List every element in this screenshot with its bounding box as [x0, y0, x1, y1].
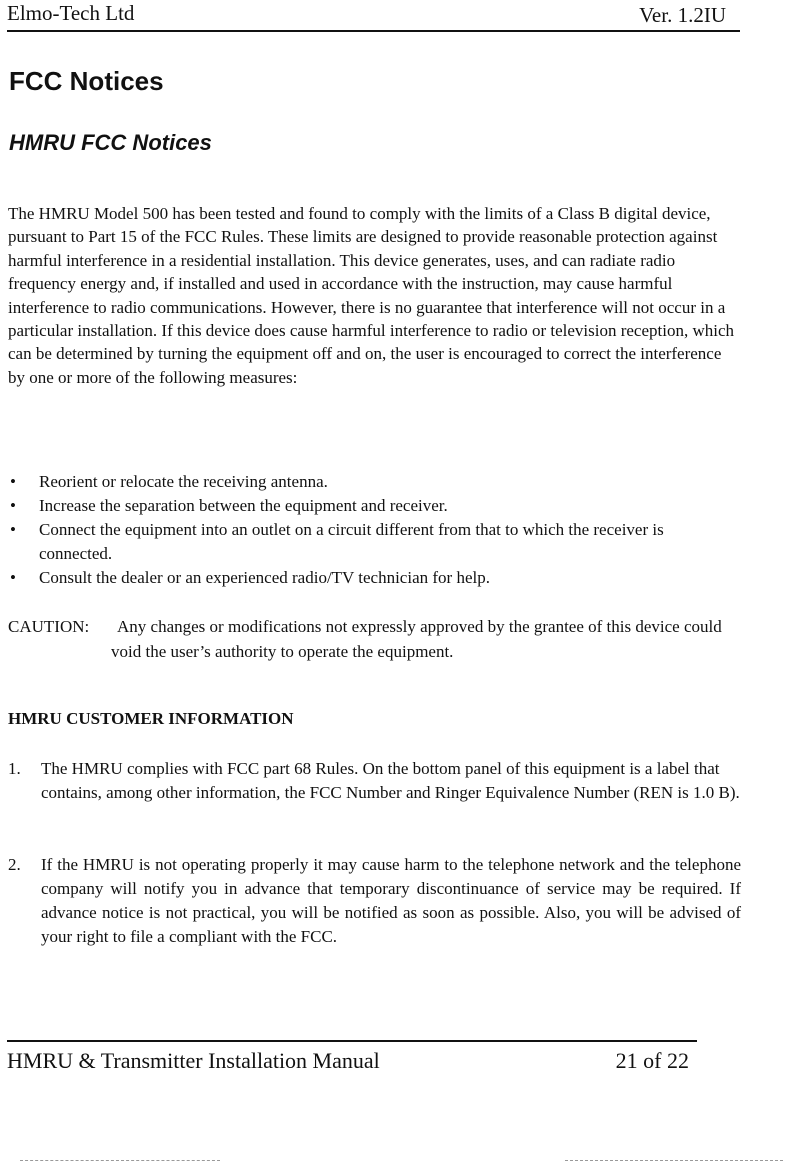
- list-item: [8, 470, 738, 494]
- item-text: If the HMRU is not operating properly it may cause harm to the telephone network and the telephone company will notify you in advance that temporary discontinuance of service may be required. If advance notice is not practical, you will be notified as soon as possible. Also, you will be advised of your right to file a compliant with the FCC.: [41, 855, 741, 946]
- version-label: Ver. 1.2IU: [639, 3, 726, 27]
- scan-artifact: [565, 1160, 783, 1163]
- caution-text: Any changes or modifications not expressly approved by the grantee of this device could void the user’s authority to operate the equipment.: [111, 617, 722, 661]
- page-header: [7, 0, 740, 32]
- scan-artifact: [20, 1160, 220, 1163]
- measure-text: Increase the separation between the equipment and receiver.: [39, 496, 448, 515]
- measure-text: Consult the dealer or an experienced radio/TV technician for help.: [39, 568, 490, 587]
- bullet-icon: •: [10, 472, 16, 491]
- manual-title: HMRU & Transmitter Installation Manual: [7, 1048, 380, 1073]
- measure-text: Reorient or relocate the receiving antenna.: [39, 472, 328, 491]
- list-item: [8, 518, 738, 566]
- measures-list: [8, 470, 738, 590]
- section-subtitle: HMRU FCC Notices: [9, 130, 212, 155]
- bullet-icon: •: [10, 520, 16, 539]
- measure-text: Connect the equipment into an outlet on a circuit different from that to which the receiver is connected.: [39, 520, 664, 563]
- item-number: 1.: [8, 759, 21, 778]
- list-item: [8, 494, 738, 518]
- list-item: [8, 566, 738, 590]
- page-number: 21 of 22: [615, 1048, 689, 1073]
- item-number: 2.: [8, 855, 21, 874]
- bullet-icon: •: [10, 496, 16, 515]
- intro-paragraph: The HMRU Model 500 has been tested and found to comply with the limits of a Class B digital device, pursuant to Part 15 of the FCC Rules. These limits are designed to provide reasonable protection against harmful interference in a residential installation. This device generates, uses, and can radiate radio frequency energy and, if installed and used in accordance with the instruction, may cause harmful interference to radio communications. However, there is no guarantee that interference will not occur in a particular installation. If this device does cause harmful interference to radio or television reception, which can be determined by turning the equipment off and on, the user is encouraged to correct the interference by one or more of the following measures:: [8, 204, 735, 387]
- page-title: FCC Notices: [9, 66, 164, 96]
- item-text: The HMRU complies with FCC part 68 Rules. On the bottom panel of this equipment is a label that contains, among other information, the FCC Number and Ringer Equivalence Number (REN is 1.0 B).: [41, 759, 740, 802]
- company-name: Elmo-Tech Ltd: [7, 1, 135, 25]
- page-footer: [7, 1040, 697, 1082]
- caution-label: CAUTION:: [8, 617, 90, 636]
- customer-info-heading: HMRU CUSTOMER INFORMATION: [8, 709, 294, 728]
- bullet-icon: •: [10, 568, 16, 587]
